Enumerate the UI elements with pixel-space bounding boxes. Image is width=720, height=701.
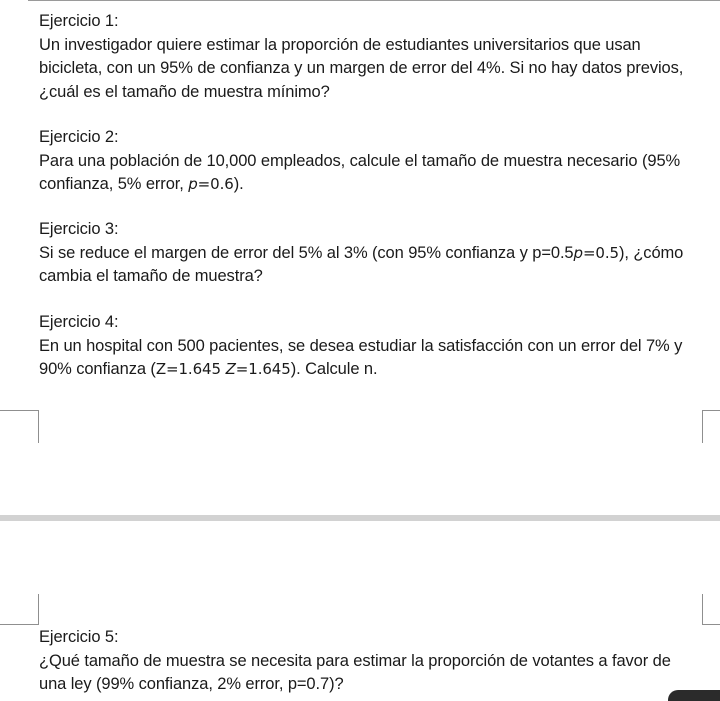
exercise-5 bbox=[39, 626, 699, 697]
exercise-4-formula-value: =1.645 bbox=[235, 360, 291, 378]
exercise-4-formula-variable: Z bbox=[225, 360, 236, 378]
exercise-3-text bbox=[39, 242, 699, 289]
exercise-2-formula-variable: p bbox=[188, 175, 198, 193]
exercise-4-title: Ejercicio 4: bbox=[39, 313, 119, 331]
exercise-2-formula-value: =0.6 bbox=[197, 175, 234, 193]
exercise-1-title: Ejercicio 1: bbox=[39, 12, 119, 30]
page-corner-mark-top-left bbox=[0, 410, 39, 443]
page-corner-mark-top-right bbox=[702, 410, 720, 443]
top-divider bbox=[28, 0, 720, 1]
exercise-4 bbox=[39, 311, 699, 382]
exercise-5-text: ¿Qué tamaño de muestra se necesita para estimar la proporción de votantes a favor de una ley (99% confianza, 2% error, p=0.7)? bbox=[39, 651, 671, 693]
bottom-corner-tab bbox=[668, 690, 720, 701]
exercise-3-formula-value: =0.5 bbox=[582, 243, 619, 262]
exercise-2-text bbox=[39, 150, 699, 197]
page-break-gap bbox=[0, 515, 720, 521]
exercise-5-title: Ejercicio 5: bbox=[39, 628, 119, 646]
exercise-1 bbox=[39, 10, 699, 104]
exercise-4-formula bbox=[156, 360, 291, 378]
exercise-3-title: Ejercicio 3: bbox=[39, 220, 119, 238]
exercise-4-formula-a: Z=1.645 bbox=[155, 360, 221, 378]
exercise-3-formula-variable: p bbox=[573, 243, 583, 262]
exercise-2 bbox=[39, 126, 699, 197]
exercise-4-text bbox=[39, 335, 699, 382]
exercise-3 bbox=[39, 218, 699, 289]
exercise-2-formula bbox=[188, 175, 233, 193]
exercise-3-text-before: Si se reduce el margen de error del 5% al 3% (con 95% confianza y p=0.5 bbox=[39, 243, 574, 262]
exercise-2-text-after: ). bbox=[233, 175, 244, 193]
page-corner-mark-bottom-right bbox=[702, 594, 720, 625]
exercise-3-text-after: ), ¿cómo cambia el tamaño de muestra? bbox=[39, 243, 684, 285]
exercise-1-text: Un investigador quiere estimar la proporción de estudiantes universitarios que usan bicicleta, con un 95% de confianza y un margen de error del 4%. Si no hay datos previos, ¿cuál es el tamaño de muestra mínimo? bbox=[39, 35, 684, 101]
exercise-4-text-after: ). Calcule n. bbox=[290, 360, 378, 378]
exercise-4-text-before: En un hospital con 500 pacientes, se desea estudiar la satisfacción con un error del 7% y 90% confianza ( bbox=[39, 336, 683, 378]
exercise-2-text-before: Para una población de 10,000 empleados, calcule el tamaño de muestra necesario (95% confianza, 5% error, bbox=[39, 151, 681, 193]
page-corner-mark-bottom-left bbox=[0, 594, 39, 625]
exercise-2-title: Ejercicio 2: bbox=[39, 128, 119, 146]
exercise-3-formula bbox=[574, 244, 619, 262]
